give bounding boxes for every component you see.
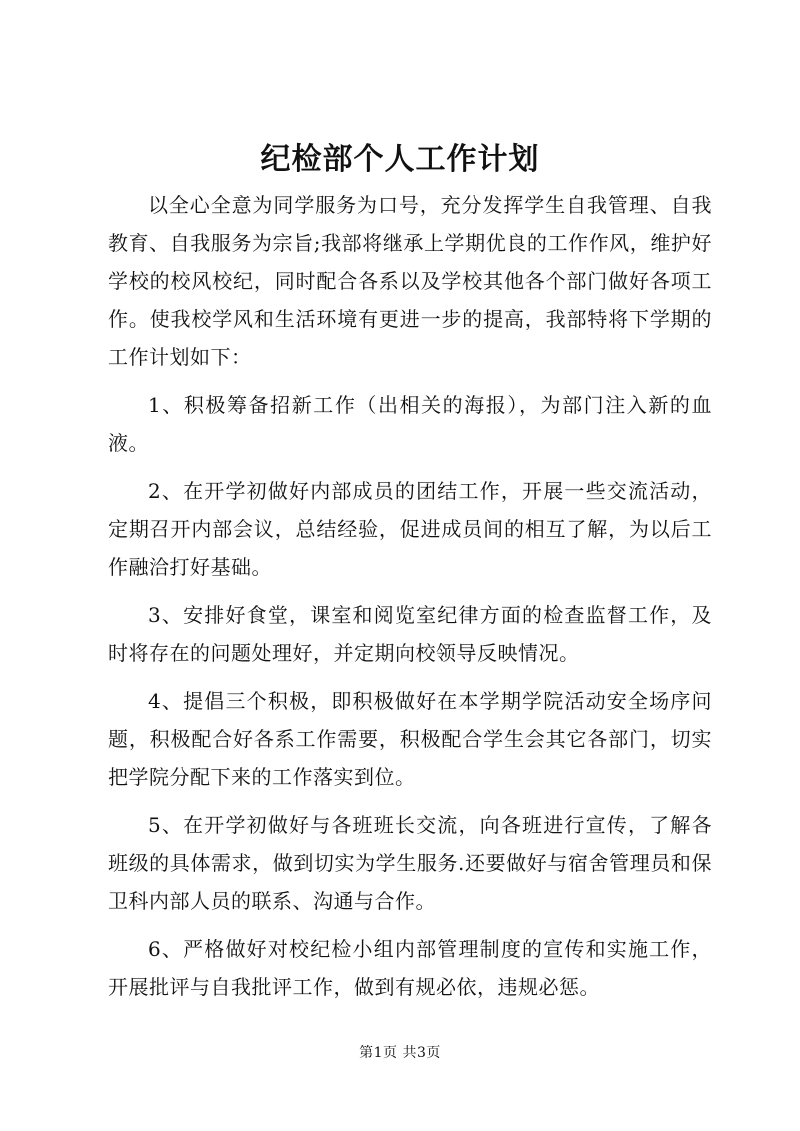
plan-item-5: 5、在开学初做好与各班班长交流，向各班进行宣传，了解各班级的具体需求，做到切实为学生服务.还要做好与宿舍管理员和保卫科内部人员的联系、沟通与合作。 (108, 813, 712, 913)
document-title: 纪检部个人工作计划 (260, 142, 540, 177)
plan-item-3: 3、安排好食堂，课室和阅览室纪律方面的检查监督工作，及时将存在的问题处理好，并定期向校领导反映情况。 (108, 603, 712, 665)
plan-item-4: 4、提倡三个积极，即积极做好在本学期学院活动安全场序问题，积极配合好各系工作需要，积极配合学生会其它各部门，切实把学院分配下来的工作落实到位。 (108, 689, 712, 789)
plan-item-2: 2、在开学初做好内部成员的团结工作，开展一些交流活动，定期召开内部会议，总结经验，促进成员间的相互了解，为以后工作融洽打好基础。 (108, 479, 712, 579)
document-body (108, 186, 712, 1016)
plan-item-6: 6、严格做好对校纪检小组内部管理制度的宣传和实施工作，开展批评与自我批评工作，做到有规必依，违规必惩。 (108, 937, 712, 999)
intro-paragraph: 以全心全意为同学服务为口号，充分发挥学生自我管理、自我教育、自我服务为宗旨;我部将继承上学期优良的工作作风，维护好学校的校风校纪，同时配合各系以及学校其他各个部门做好各项工作。使我校学风和生活环境有更进一步的提高，我部特将下学期的工作计划如下： (108, 193, 712, 369)
plan-item-1: 1、积极筹备招新工作（出相关的海报），为部门注入新的血液。 (108, 393, 712, 455)
page-footer: 第1页 共3页 (359, 1045, 441, 1061)
